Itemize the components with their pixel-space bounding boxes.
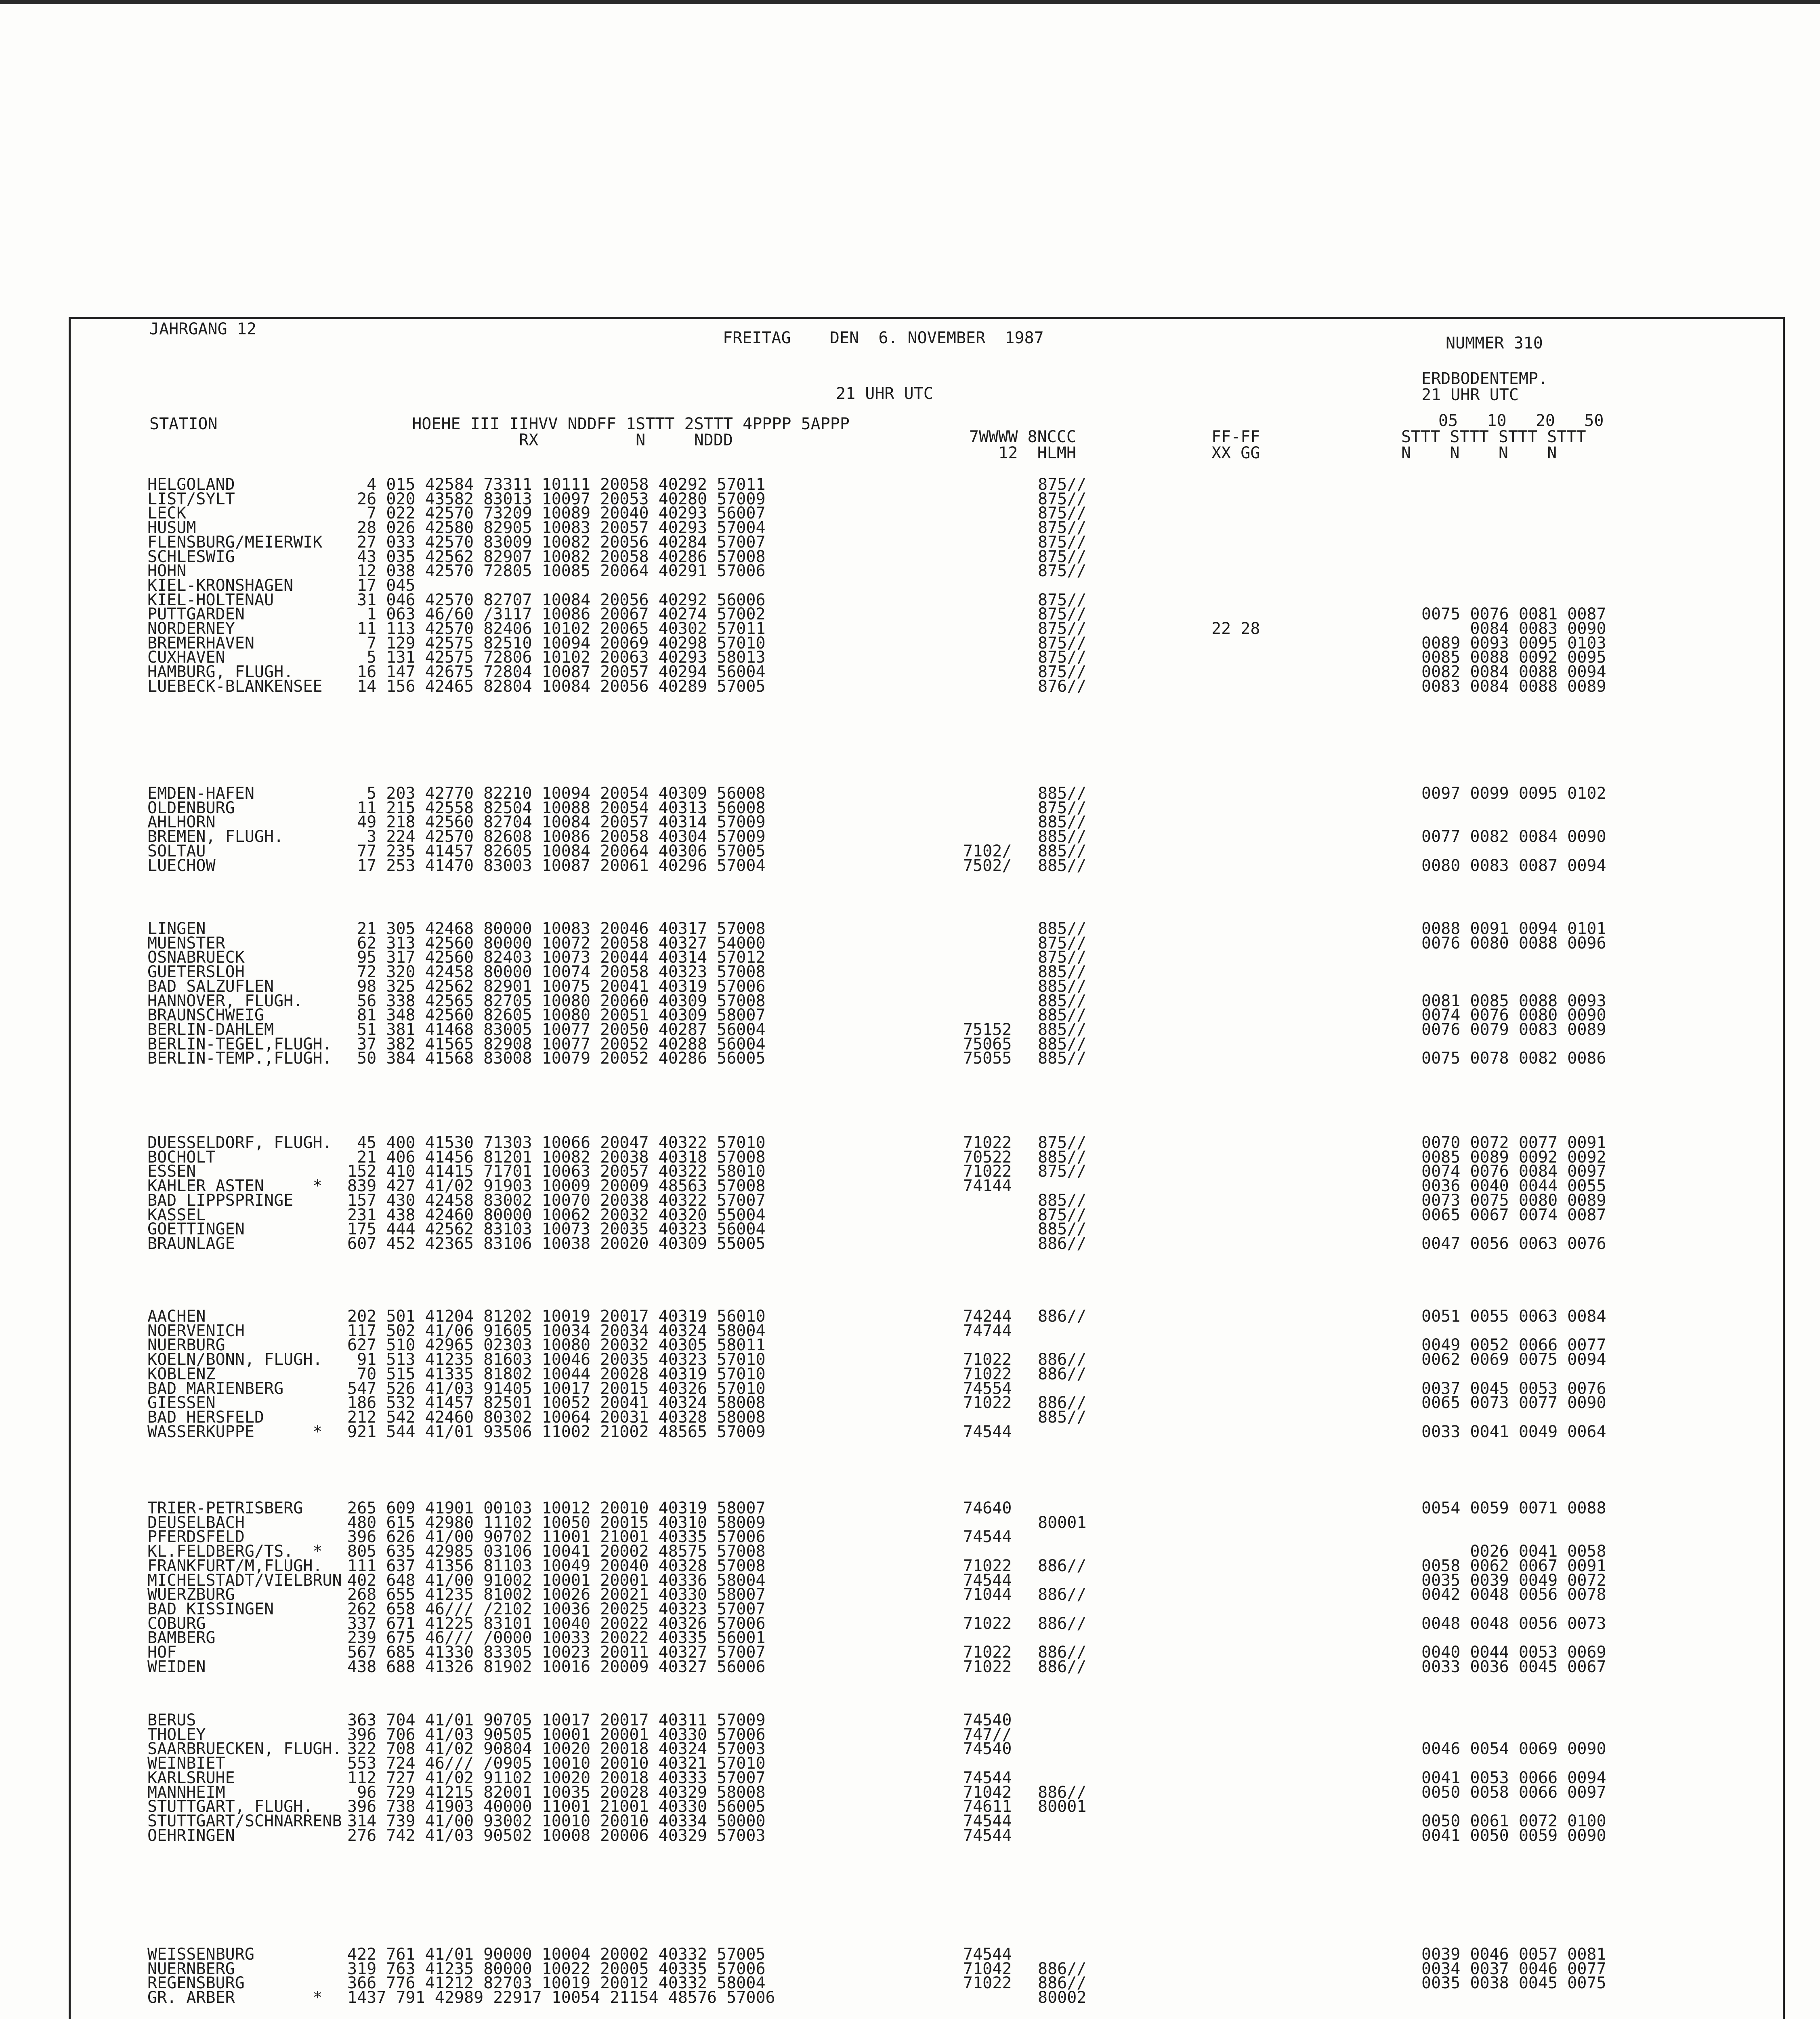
station-observation: 112 727 41/02 91102 10020 20018 40333 57007 (347, 1768, 766, 1787)
station-soil-temp: 0036 0040 0044 0055 (1421, 1177, 1606, 1196)
column-header-wind-sub: XX GG (1211, 444, 1260, 462)
station-cloud-code: 885// (1038, 813, 1087, 832)
station-name: HANNOVER, FLUGH. (147, 991, 303, 1010)
station-observation: 314 739 41/00 93002 10010 20010 40334 50000 (347, 1811, 766, 1830)
station-observation: 3 224 42570 82608 10086 20058 40304 57009 (347, 827, 766, 846)
station-weather-code: 74544 (963, 1945, 1012, 1964)
station-observation: 322 708 41/02 90804 10020 20018 40324 57003 (347, 1740, 766, 1759)
station-observation: 70 515 41335 81802 10044 20028 40319 57010 (347, 1364, 766, 1383)
station-soil-temp: 0089 0093 0095 0103 (1421, 634, 1606, 653)
station-observation: 98 325 42562 82901 10075 20041 40319 57006 (347, 977, 766, 996)
station-soil-temp: 0054 0059 0071 0088 (1421, 1499, 1606, 1517)
station-observation: 627 510 42965 02303 10080 20032 40305 58011 (347, 1336, 766, 1355)
station-cloud-code: 886// (1038, 1556, 1087, 1575)
station-soil-temp: 0026 0041 0058 (1421, 1542, 1606, 1561)
station-name: WUERZBURG (147, 1585, 235, 1604)
station-soil-temp: 0082 0084 0088 0094 (1421, 663, 1606, 682)
station-name: MUENSTER (147, 934, 225, 953)
station-name: LUECHOW (147, 856, 216, 875)
column-header-symbols: 7WWWW 8NCCC (969, 428, 1076, 446)
station-observation: 45 400 41530 71303 10066 20047 40322 57010 (347, 1133, 766, 1152)
station-cloud-code: 875// (1038, 518, 1087, 537)
station-observation: 49 218 42560 82704 10084 20057 40314 57009 (347, 813, 766, 832)
station-name: HELGOLAND (147, 475, 235, 494)
station-name: KARLSRUHE (147, 1768, 235, 1787)
station-cloud-code: 885// (1038, 963, 1087, 982)
station-cloud-code: 875// (1038, 648, 1087, 667)
station-weather-code: 74544 (963, 1528, 1012, 1547)
station-observation: 16 147 42675 72804 10087 20057 40294 56004 (347, 663, 766, 682)
station-name: AHLHORN (147, 813, 216, 832)
column-header-wind: FF-FF (1211, 428, 1260, 446)
station-name: BREMERHAVEN (147, 634, 254, 653)
station-name: BAD SALZUFLEN (147, 977, 274, 996)
station-name: TRIER-PETRISBERG (147, 1499, 303, 1517)
station-cloud-code: 875// (1038, 1205, 1087, 1224)
station-observation: 5 203 42770 82210 10094 20054 40309 56008 (347, 784, 766, 803)
station-soil-temp: 0040 0044 0053 0069 (1421, 1643, 1606, 1662)
station-name: BERUS (147, 1711, 196, 1729)
station-cloud-code: 886// (1038, 1614, 1087, 1633)
scan-top-edge (0, 0, 1820, 4)
station-observation: 422 761 41/01 90000 10004 20002 40332 57005 (347, 1945, 766, 1964)
station-observation: 56 338 42565 82705 10080 20060 40309 57008 (347, 991, 766, 1010)
station-observation: 50 384 41568 83008 10079 20052 40286 56005 (347, 1049, 766, 1068)
station-observation: 21 305 42468 80000 10083 20046 40317 57008 (347, 919, 766, 938)
station-weather-code: 71044 (963, 1585, 1012, 1604)
station-name: REGENSBURG (147, 1974, 245, 1993)
station-name: HOF (147, 1643, 177, 1662)
soil-temp-depths: 05 10 20 50 (1438, 411, 1604, 430)
station-soil-temp: 0085 0089 0092 0092 (1421, 1148, 1606, 1167)
station-observation: 96 729 41215 82001 10035 20028 40329 58008 (347, 1783, 766, 1802)
station-cloud-code: 885// (1038, 977, 1087, 996)
station-cloud-code: 875// (1038, 619, 1087, 638)
station-weather-code: 71022 (963, 1556, 1012, 1575)
station-name: WEISSENBURG (147, 1945, 254, 1964)
station-name: ESSEN (147, 1162, 196, 1181)
station-observation: 175 444 42562 83103 10073 20035 40323 56004 (347, 1220, 766, 1239)
station-cloud-code: 885// (1038, 1049, 1087, 1068)
station-cloud-code: 885// (1038, 1035, 1087, 1054)
station-weather-code: 74554 (963, 1379, 1012, 1398)
station-soil-temp: 0047 0056 0063 0076 (1421, 1234, 1606, 1253)
station-observation: 77 235 41457 82605 10084 20064 40306 57005 (347, 842, 766, 860)
station-cloud-code: 886// (1038, 1234, 1087, 1253)
station-cloud-code: 886// (1038, 1350, 1087, 1369)
station-cloud-code: 80001 (1038, 1797, 1087, 1816)
station-cloud-code: 885// (1038, 1220, 1087, 1239)
station-name: BAD HERSFELD (147, 1408, 264, 1427)
station-cloud-code: 886// (1038, 1364, 1087, 1383)
station-cloud-code: 875// (1038, 547, 1087, 566)
station-name: PUTTGARDEN (147, 605, 245, 624)
station-observation: 921 544 41/01 93506 11002 21002 48565 57009 (347, 1422, 766, 1441)
soil-temp-units: N N N N (1401, 444, 1557, 462)
station-name: SCHLESWIG (147, 547, 235, 566)
station-cloud-code: 885// (1038, 827, 1087, 846)
station-observation: 1 063 46/60 /3117 10086 20067 40274 57002 (347, 605, 766, 624)
station-name: NORDERNEY (147, 619, 235, 638)
station-soil-temp: 0083 0084 0088 0089 (1421, 677, 1606, 696)
station-soil-temp: 0075 0078 0082 0086 (1421, 1049, 1606, 1068)
station-cloud-code: 886// (1038, 1643, 1087, 1662)
station-soil-temp: 0074 0076 0080 0090 (1421, 1006, 1606, 1025)
station-weather-code: 74244 (963, 1307, 1012, 1326)
station-wind-gusts: 22 28 (1211, 619, 1260, 638)
station-observation: 839 427 41/02 91903 10009 20009 48563 57008 (347, 1177, 766, 1196)
station-soil-temp: 0070 0072 0077 0091 (1421, 1133, 1606, 1152)
station-soil-temp: 0084 0083 0090 (1421, 619, 1606, 638)
station-cloud-code: 885// (1038, 784, 1087, 803)
station-cloud-code: 875// (1038, 1162, 1087, 1181)
station-soil-temp: 0073 0075 0080 0089 (1421, 1191, 1606, 1210)
station-observation: 262 658 46/// /2102 10036 20025 40323 57007 (347, 1599, 766, 1618)
station-cloud-code: 885// (1038, 856, 1087, 875)
station-observation: 21 406 41456 81201 10082 20038 40318 57008 (347, 1148, 766, 1167)
station-soil-temp: 0076 0080 0088 0096 (1421, 934, 1606, 953)
station-observation: 14 156 42465 82804 10084 20056 40289 57005 (347, 677, 766, 696)
station-name: KOELN/BONN, FLUGH. (147, 1350, 323, 1369)
station-cloud-code: 886// (1038, 1959, 1087, 1978)
station-weather-code: 74544 (963, 1768, 1012, 1787)
station-name: OEHRINGEN (147, 1826, 235, 1845)
station-observation: 117 502 41/06 91605 10034 20034 40324 58004 (347, 1321, 766, 1340)
station-cloud-code: 885// (1038, 842, 1087, 860)
station-observation: 402 648 41/00 91002 10001 20001 40336 58004 (347, 1571, 766, 1590)
station-observation: 231 438 42460 80000 10062 20032 40320 55004 (347, 1205, 766, 1224)
station-observation: 1437 791 42989 22917 10054 21154 48576 57006 (347, 1988, 775, 2007)
station-observation: 11 113 42570 82406 10102 20065 40302 57011 (347, 619, 766, 638)
station-name: GOETTINGEN (147, 1220, 245, 1239)
station-weather-code: 7102/ (963, 842, 1012, 860)
station-soil-temp: 0050 0058 0066 0097 (1421, 1783, 1606, 1802)
station-weather-code: 75055 (963, 1049, 1012, 1068)
station-name: KASSEL (147, 1205, 206, 1224)
station-soil-temp: 0051 0055 0063 0084 (1421, 1307, 1606, 1326)
station-soil-temp: 0075 0076 0081 0087 (1421, 605, 1606, 624)
station-name: OSNABRUECK (147, 948, 245, 967)
station-observation: 17 253 41470 83003 10087 20061 40296 57004 (347, 856, 766, 875)
station-observation: 95 317 42560 82403 10073 20044 40314 57012 (347, 948, 766, 967)
station-name: BAD LIPPSPRINGE (147, 1191, 294, 1210)
station-observation: 265 609 41901 00103 10012 20010 40319 58007 (347, 1499, 766, 1517)
station-soil-temp: 0049 0052 0066 0077 (1421, 1336, 1606, 1355)
station-observation: 363 704 41/01 90705 10017 20017 40311 57009 (347, 1711, 766, 1729)
station-soil-temp: 0041 0050 0059 0090 (1421, 1826, 1606, 1845)
station-observation: 438 688 41326 81902 10016 20009 40327 56006 (347, 1657, 766, 1676)
station-weather-code: 71022 (963, 1394, 1012, 1412)
station-weather-code: 71042 (963, 1783, 1012, 1802)
station-soil-temp: 0042 0048 0056 0078 (1421, 1585, 1606, 1604)
station-cloud-code: 885// (1038, 1148, 1087, 1167)
station-name: NUERNBERG (147, 1959, 235, 1978)
station-name: BERLIN-TEGEL,FLUGH. (147, 1035, 332, 1054)
station-observation: 27 033 42570 83009 10082 20056 40284 57007 (347, 533, 766, 552)
station-cloud-code: 886// (1038, 1783, 1087, 1802)
station-name: KOBLENZ (147, 1364, 216, 1383)
station-cloud-code: 875// (1038, 533, 1087, 552)
station-cloud-code: 886// (1038, 1585, 1087, 1604)
station-name: KAHLER ASTEN * (147, 1177, 323, 1196)
station-name: KIEL-KRONSHAGEN (147, 576, 294, 595)
station-name: FRANKFURT/M,FLUGH. (147, 1556, 323, 1575)
station-weather-code: 71022 (963, 1657, 1012, 1676)
station-soil-temp: 0074 0076 0084 0097 (1421, 1162, 1606, 1181)
station-observation: 111 637 41356 81103 10049 20040 40328 57008 (347, 1556, 766, 1575)
station-cloud-code: 80002 (1038, 1988, 1087, 2007)
station-name: HUSUM (147, 518, 196, 537)
station-soil-temp: 0041 0053 0066 0094 (1421, 1768, 1606, 1787)
station-soil-temp: 0097 0099 0095 0102 (1421, 784, 1606, 803)
station-soil-temp: 0037 0045 0053 0076 (1421, 1379, 1606, 1398)
station-weather-code: 70522 (963, 1148, 1012, 1167)
station-soil-temp: 0065 0067 0074 0087 (1421, 1205, 1606, 1224)
station-observation: 17 045 (347, 576, 416, 595)
station-observation: 268 655 41235 81002 10026 20021 40330 58007 (347, 1585, 766, 1604)
station-name: CUXHAVEN (147, 648, 225, 667)
station-name: STUTTGART, FLUGH. (147, 1797, 313, 1816)
station-soil-temp: 0088 0091 0094 0101 (1421, 919, 1606, 938)
station-name: THOLEY (147, 1725, 206, 1744)
station-soil-temp: 0080 0083 0087 0094 (1421, 856, 1606, 875)
station-soil-temp: 0077 0082 0084 0090 (1421, 827, 1606, 846)
station-observation: 11 215 42558 82504 10088 20054 40313 56008 (347, 798, 766, 817)
station-name: GIESSEN (147, 1394, 216, 1412)
station-soil-temp: 0034 0037 0046 0077 (1421, 1959, 1606, 1978)
station-name: LECK (147, 504, 187, 523)
station-soil-temp: 0048 0048 0056 0073 (1421, 1614, 1606, 1633)
station-cloud-code: 875// (1038, 934, 1087, 953)
station-observation: 186 532 41457 82501 10052 20041 40324 58008 (347, 1394, 766, 1412)
station-name: OLDENBURG (147, 798, 235, 817)
station-name: NUERBURG (147, 1336, 225, 1355)
station-name: HAMBURG, FLUGH. (147, 663, 294, 682)
column-header-sub: RX N NDDD (149, 431, 733, 449)
station-name: LINGEN (147, 919, 206, 938)
station-soil-temp: 0076 0079 0083 0089 (1421, 1020, 1606, 1039)
station-cloud-code: 885// (1038, 1408, 1087, 1427)
station-observation: 26 020 43582 83013 10097 20053 40280 57009 (347, 489, 766, 508)
station-name: BRAUNLAGE (147, 1234, 235, 1253)
report-date: FREITAG DEN 6. NOVEMBER 1987 (723, 329, 1044, 347)
station-soil-temp: 0035 0038 0045 0075 (1421, 1974, 1606, 1993)
station-cloud-code: 885// (1038, 1191, 1087, 1210)
station-observation: 319 763 41235 80000 10022 20005 40335 57006 (347, 1959, 766, 1978)
station-observation: 4 015 42584 73311 10111 20058 40292 57011 (347, 475, 766, 494)
station-name: BERLIN-TEMP.,FLUGH. (147, 1049, 332, 1068)
station-observation: 396 626 41/00 90702 11001 21001 40335 57006 (347, 1528, 766, 1547)
station-cloud-code: 80001 (1038, 1513, 1087, 1532)
station-observation: 7 129 42575 82510 10094 20069 40298 57010 (347, 634, 766, 653)
soil-temp-title: ERDBODENTEMP. (1421, 369, 1548, 388)
station-cloud-code: 875// (1038, 504, 1087, 523)
station-cloud-code: 875// (1038, 562, 1087, 581)
station-weather-code: 75065 (963, 1035, 1012, 1054)
station-observation: 547 526 41/03 91405 10017 20015 40326 57010 (347, 1379, 766, 1398)
station-name: PFERDSFELD (147, 1528, 245, 1547)
column-header-symbols-sub: 12 HLMH (969, 444, 1076, 462)
station-observation: 7 022 42570 73209 10089 20040 40293 56007 (347, 504, 766, 523)
station-cloud-code: 886// (1038, 1657, 1087, 1676)
station-name: KL.FELDBERG/TS. * (147, 1542, 323, 1561)
station-weather-code: 7502/ (963, 856, 1012, 875)
station-name: WEIDEN (147, 1657, 206, 1676)
station-observation: 396 706 41/03 90505 10001 20001 40330 57006 (347, 1725, 766, 1744)
station-soil-temp: 0033 0041 0049 0064 (1421, 1422, 1606, 1441)
station-soil-temp: 0081 0085 0088 0093 (1421, 991, 1606, 1010)
volume-label: JAHRGANG 12 (149, 320, 256, 338)
station-observation: 72 320 42458 80000 10074 20058 40323 57008 (347, 963, 766, 982)
station-observation: 276 742 41/03 90502 10008 20006 40329 57003 (347, 1826, 766, 1845)
station-cloud-code: 875// (1038, 798, 1087, 817)
station-observation: 567 685 41330 83305 10023 20011 40327 57007 (347, 1643, 766, 1662)
station-name: FLENSBURG/MEIERWIK (147, 533, 323, 552)
station-observation: 239 675 46/// /0000 10033 20022 40335 56001 (347, 1629, 766, 1648)
station-name: LIST/SYLT (147, 489, 235, 508)
station-name: MICHELSTADT/VIELBRUN (147, 1571, 342, 1590)
station-weather-code: 74144 (963, 1177, 1012, 1196)
station-observation: 157 430 42458 83002 10070 20038 40322 57007 (347, 1191, 766, 1210)
observation-time: 21 UHR UTC (836, 384, 933, 403)
station-soil-temp: 0033 0036 0045 0067 (1421, 1657, 1606, 1676)
station-observation: 607 452 42365 83106 10038 20020 40309 55005 (347, 1234, 766, 1253)
station-cloud-code: 875// (1038, 663, 1087, 682)
station-cloud-code: 875// (1038, 605, 1087, 624)
station-name: COBURG (147, 1614, 206, 1633)
station-soil-temp: 0062 0069 0075 0094 (1421, 1350, 1606, 1369)
station-observation: 43 035 42562 82907 10082 20058 40286 57008 (347, 547, 766, 566)
station-weather-code: 71022 (963, 1133, 1012, 1152)
station-weather-code: 74640 (963, 1499, 1012, 1517)
station-weather-code: 71022 (963, 1643, 1012, 1662)
station-observation: 51 381 41468 83005 10077 20050 40287 56004 (347, 1020, 766, 1039)
station-observation: 37 382 41565 82908 10077 20052 40288 56004 (347, 1035, 766, 1054)
station-name: KIEL-HOLTENAU (147, 590, 274, 609)
station-name: SOLTAU (147, 842, 206, 860)
station-weather-code: 74544 (963, 1571, 1012, 1590)
station-cloud-code: 876// (1038, 677, 1087, 696)
station-name: EMDEN-HAFEN (147, 784, 254, 803)
station-weather-code: 71022 (963, 1614, 1012, 1633)
station-cloud-code: 875// (1038, 634, 1087, 653)
station-soil-temp: 0035 0039 0049 0072 (1421, 1571, 1606, 1590)
station-observation: 62 313 42560 80000 10072 20058 40327 54000 (347, 934, 766, 953)
station-cloud-code: 875// (1038, 475, 1087, 494)
station-name: WASSERKUPPE * (147, 1422, 323, 1441)
station-name: BERLIN-DAHLEM (147, 1020, 274, 1039)
station-cloud-code: 886// (1038, 1974, 1087, 1993)
station-weather-code: 71042 (963, 1959, 1012, 1978)
station-name: BAD MARIENBERG (147, 1379, 284, 1398)
station-name: GR. ARBER * (147, 1988, 323, 2007)
station-soil-temp: 0085 0088 0092 0095 (1421, 648, 1606, 667)
station-observation: 212 542 42460 80302 10064 20031 40328 58008 (347, 1408, 766, 1427)
station-observation: 553 724 46/// /0905 10010 20010 40321 57010 (347, 1754, 766, 1773)
station-weather-code: 74540 (963, 1740, 1012, 1759)
station-weather-code: 74544 (963, 1826, 1012, 1845)
station-observation: 91 513 41235 81603 10046 20035 40323 57010 (347, 1350, 766, 1369)
station-observation: 81 348 42560 82605 10080 20051 40309 58007 (347, 1006, 766, 1025)
station-observation: 12 038 42570 72805 10085 20064 40291 57006 (347, 562, 766, 581)
station-observation: 480 615 42980 11102 10050 20015 40310 58009 (347, 1513, 766, 1532)
station-observation: 366 776 41212 82703 10019 20012 40332 58004 (347, 1974, 766, 1993)
station-soil-temp: 0046 0054 0069 0090 (1421, 1740, 1606, 1759)
station-name: SAARBRUECKEN, FLUGH. (147, 1740, 342, 1759)
station-weather-code: 74544 (963, 1422, 1012, 1441)
column-header-main: STATION HOEHE III IIHVV NDDFF 1STTT 2STTT 4PPPP 5APPP (149, 415, 850, 433)
station-weather-code: 74744 (963, 1321, 1012, 1340)
station-name: NOERVENICH (147, 1321, 245, 1340)
station-name: BAD KISSINGEN (147, 1599, 274, 1618)
station-observation: 805 635 42985 03106 10041 20002 48575 57008 (347, 1542, 766, 1561)
station-name: BRAUNSCHWEIG (147, 1006, 264, 1025)
station-observation: 31 046 42570 82707 10084 20056 40292 56006 (347, 590, 766, 609)
station-cloud-code: 885// (1038, 1020, 1087, 1039)
station-cloud-code: 885// (1038, 991, 1087, 1010)
station-name: MANNHEIM (147, 1783, 225, 1802)
station-name: GUETERSLOH (147, 963, 245, 982)
station-cloud-code: 886// (1038, 1307, 1087, 1326)
station-observation: 28 026 42580 82905 10083 20057 40293 57004 (347, 518, 766, 537)
station-observation: 396 738 41903 40000 11001 21001 40330 56005 (347, 1797, 766, 1816)
station-weather-code: 75152 (963, 1020, 1012, 1039)
station-weather-code: 747// (963, 1725, 1012, 1744)
soil-temp-codes: STTT STTT STTT STTT (1401, 428, 1586, 446)
station-observation: 202 501 41204 81202 10019 20017 40319 56010 (347, 1307, 766, 1326)
station-weather-code: 74611 (963, 1797, 1012, 1816)
station-soil-temp: 0039 0046 0057 0081 (1421, 1945, 1606, 1964)
station-weather-code: 71022 (963, 1350, 1012, 1369)
station-cloud-code: 885// (1038, 1006, 1087, 1025)
station-name: AACHEN (147, 1307, 206, 1326)
station-name: BOCHOLT (147, 1148, 216, 1167)
station-name: STUTTGART/SCHNARRENB (147, 1811, 342, 1830)
station-soil-temp: 0050 0061 0072 0100 (1421, 1811, 1606, 1830)
station-soil-temp: 0058 0062 0067 0091 (1421, 1556, 1606, 1575)
station-name: LUEBECK-BLANKENSEE (147, 677, 323, 696)
station-weather-code: 71022 (963, 1364, 1012, 1383)
station-weather-code: 71022 (963, 1974, 1012, 1993)
issue-number: NUMMER 310 (1446, 334, 1543, 353)
station-weather-code: 71022 (963, 1162, 1012, 1181)
station-observation: 152 410 41415 71701 10063 20057 40322 58010 (347, 1162, 766, 1181)
station-name: WEINBIET (147, 1754, 225, 1773)
station-cloud-code: 885// (1038, 919, 1087, 938)
station-cloud-code: 875// (1038, 1133, 1087, 1152)
station-name: BREMEN, FLUGH. (147, 827, 284, 846)
station-soil-temp: 0065 0073 0077 0090 (1421, 1394, 1606, 1412)
station-name: DUESSELDORF, FLUGH. (147, 1133, 332, 1152)
station-weather-code: 74544 (963, 1811, 1012, 1830)
station-weather-code: 74540 (963, 1711, 1012, 1729)
station-name: HOHN (147, 562, 187, 581)
station-cloud-code: 886// (1038, 1394, 1087, 1412)
station-name: BAMBERG (147, 1629, 216, 1648)
station-cloud-code: 875// (1038, 489, 1087, 508)
station-name: DEUSELBACH (147, 1513, 245, 1532)
soil-temp-time: 21 UHR UTC (1421, 386, 1519, 404)
station-observation: 5 131 42575 72806 10102 20063 40293 58013 (347, 648, 766, 667)
station-cloud-code: 875// (1038, 590, 1087, 609)
station-cloud-code: 875// (1038, 948, 1087, 967)
station-observation: 337 671 41225 83101 10040 20022 40326 57006 (347, 1614, 766, 1633)
